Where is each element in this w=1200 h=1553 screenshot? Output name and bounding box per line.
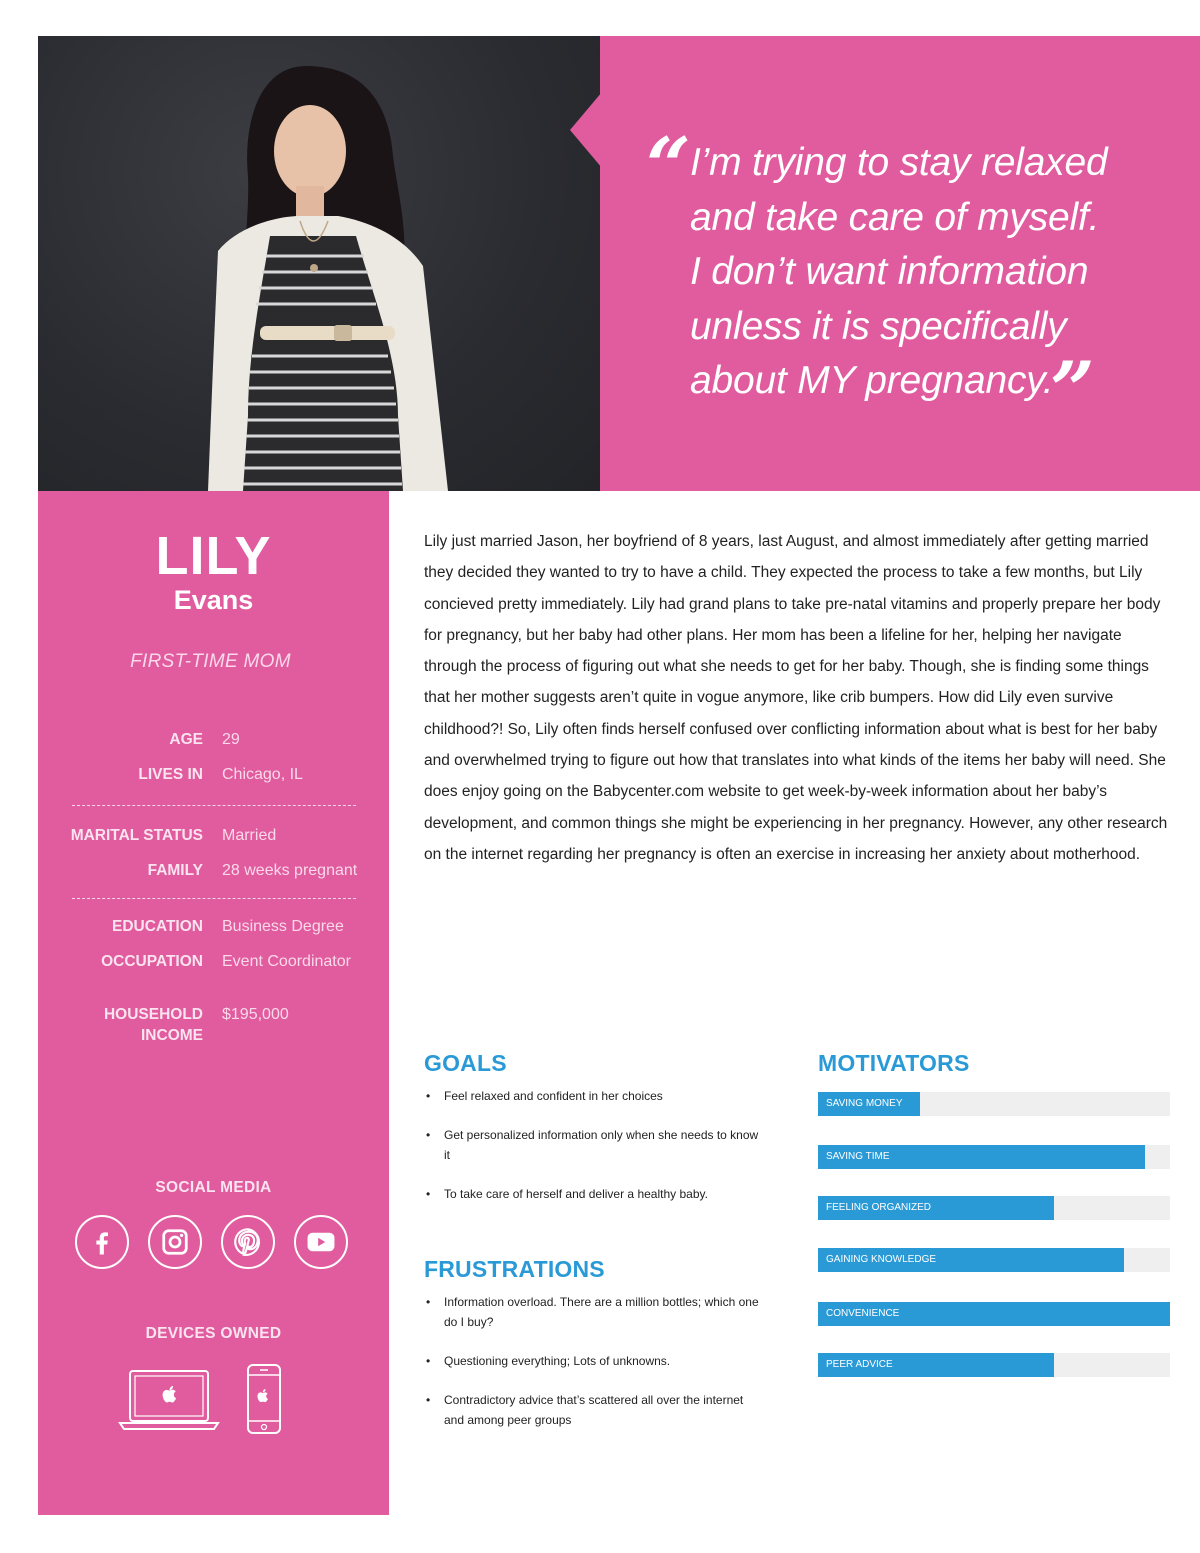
motivators-title: MOTIVATORS bbox=[818, 1050, 970, 1076]
quote-line: unless it is specifically bbox=[690, 304, 1067, 348]
detail-education bbox=[38, 916, 389, 956]
quote-line: I’m trying to stay relaxed bbox=[690, 141, 1108, 184]
motivator-bar-fill: CONVENIENCE bbox=[818, 1302, 1170, 1326]
motivator-bar-fill: PEER ADVICE bbox=[818, 1353, 1054, 1377]
open-quote-mark: “ bbox=[646, 121, 691, 212]
detail-label: MARITAL STATUS bbox=[70, 827, 203, 844]
persona-bio: Lily just married Jason, her boyfriend of 8 years, last August, and almost immediately after getting married they decided they wanted to try to have a child. They expected the process to take a few months, but Lily concieved pretty immediately. Lily had grand plans to take pre-natal vitamins and properly prepare her body for pregnancy, but her baby had other plans. Her mom has been a lifeline for her, helping her navigate through the process of figuring out what she needs to get for her baby. Though, she is finding some things that her mother suggests aren’t quite in vogue anymore, like crib bumpers. How did Lily even survive childhood?! So, Lily often finds herself confused over conflicting information about what is best for her baby and overwhelmed trying to figure out how that translates into what kinds of the items her baby will need. She does enjoy going on the Babycenter.com website to get week-by-week information about her baby’s development, and common things she might be experiencing in her pregnancy. However, any other research on the internet regarding her pregnancy is often an exercise in increasing her anxiety about motherhood. bbox=[424, 533, 1168, 863]
social-media-heading: SOCIAL MEDIA bbox=[155, 1179, 272, 1196]
detail-label-line: INCOME bbox=[141, 1027, 203, 1044]
youtube-icon[interactable] bbox=[294, 1215, 348, 1269]
profile-sidebar bbox=[38, 491, 389, 1515]
list-item: • Get personalized information only when she needs to know it bbox=[424, 1125, 764, 1165]
first-name: LILY bbox=[155, 526, 272, 586]
detail-value: $195,000 bbox=[222, 1006, 289, 1023]
detail-value: Married bbox=[222, 827, 277, 844]
motivator-bar-fill: SAVING TIME bbox=[818, 1145, 1145, 1169]
detail-value: Event Coordinator bbox=[222, 953, 351, 970]
detail-label bbox=[33, 1004, 203, 1046]
frustrations-title: FRUSTRATIONS bbox=[424, 1256, 605, 1282]
woman-portrait-image bbox=[38, 36, 600, 491]
detail-value: 29 bbox=[222, 731, 240, 748]
instagram-icon[interactable] bbox=[148, 1215, 202, 1269]
devices-icons bbox=[118, 1363, 318, 1438]
detail-marital-status bbox=[38, 825, 389, 865]
motivator-bar bbox=[818, 1145, 1170, 1169]
persona-photo bbox=[38, 36, 600, 491]
persona-role: FIRST-TIME MOM bbox=[130, 651, 291, 672]
pinterest-icon[interactable] bbox=[221, 1215, 275, 1269]
quote-line: I don’t want information bbox=[690, 250, 1089, 293]
motivator-bar bbox=[818, 1248, 1170, 1272]
social-media-icons bbox=[75, 1215, 365, 1271]
goals-list bbox=[424, 1086, 764, 1204]
list-item: • Questioning everything; Lots of unknowns. bbox=[424, 1351, 759, 1371]
frustrations-list bbox=[424, 1292, 759, 1430]
list-item: • Information overload. There are a million bottles; which one do I buy? bbox=[424, 1292, 759, 1332]
detail-occupation bbox=[38, 951, 389, 991]
dashed-divider bbox=[72, 898, 356, 899]
detail-lives-in bbox=[38, 764, 389, 804]
detail-label: LIVES IN bbox=[138, 766, 203, 783]
motivator-bar-fill: SAVING MONEY bbox=[818, 1092, 920, 1116]
detail-age bbox=[38, 729, 389, 769]
list-item: • Contradictory advice that’s scattered all over the internet and among peer groups bbox=[424, 1390, 759, 1430]
motivator-bar bbox=[818, 1302, 1170, 1326]
detail-label: FAMILY bbox=[147, 862, 203, 879]
list-item: • Feel relaxed and confident in her choices bbox=[424, 1086, 764, 1106]
quote-line: and take care of myself. bbox=[690, 195, 1100, 239]
detail-family bbox=[38, 860, 389, 900]
facebook-icon[interactable] bbox=[75, 1215, 129, 1269]
devices-owned-heading: DEVICES OWNED bbox=[145, 1325, 282, 1342]
iphone-icon bbox=[246, 1363, 282, 1435]
detail-label: OCCUPATION bbox=[101, 953, 203, 970]
detail-value: Chicago, IL bbox=[222, 766, 303, 783]
motivator-bar-fill: FEELING ORGANIZED bbox=[818, 1196, 1054, 1220]
detail-label-line: HOUSEHOLD bbox=[103, 1006, 203, 1023]
dashed-divider bbox=[72, 805, 356, 806]
motivator-bar bbox=[818, 1196, 1170, 1220]
list-item: • To take care of herself and deliver a healthy baby. bbox=[424, 1184, 764, 1204]
detail-household-income bbox=[38, 1004, 389, 1050]
quote-panel-pointer bbox=[570, 92, 602, 168]
detail-label: AGE bbox=[169, 731, 203, 748]
detail-value: 28 weeks pregnant bbox=[222, 862, 358, 879]
last-name: Evans bbox=[173, 585, 254, 615]
quote-line: about MY pregnancy. bbox=[690, 359, 1054, 402]
detail-value: Business Degree bbox=[222, 918, 344, 935]
apple-laptop-icon bbox=[118, 1369, 220, 1431]
motivator-bar bbox=[818, 1353, 1170, 1377]
motivator-bar bbox=[818, 1092, 1170, 1116]
detail-label: EDUCATION bbox=[112, 918, 203, 935]
motivator-bar-fill: GAINING KNOWLEDGE bbox=[818, 1248, 1124, 1272]
goals-title: GOALS bbox=[424, 1050, 507, 1076]
close-quote-mark: ” bbox=[1050, 345, 1095, 436]
